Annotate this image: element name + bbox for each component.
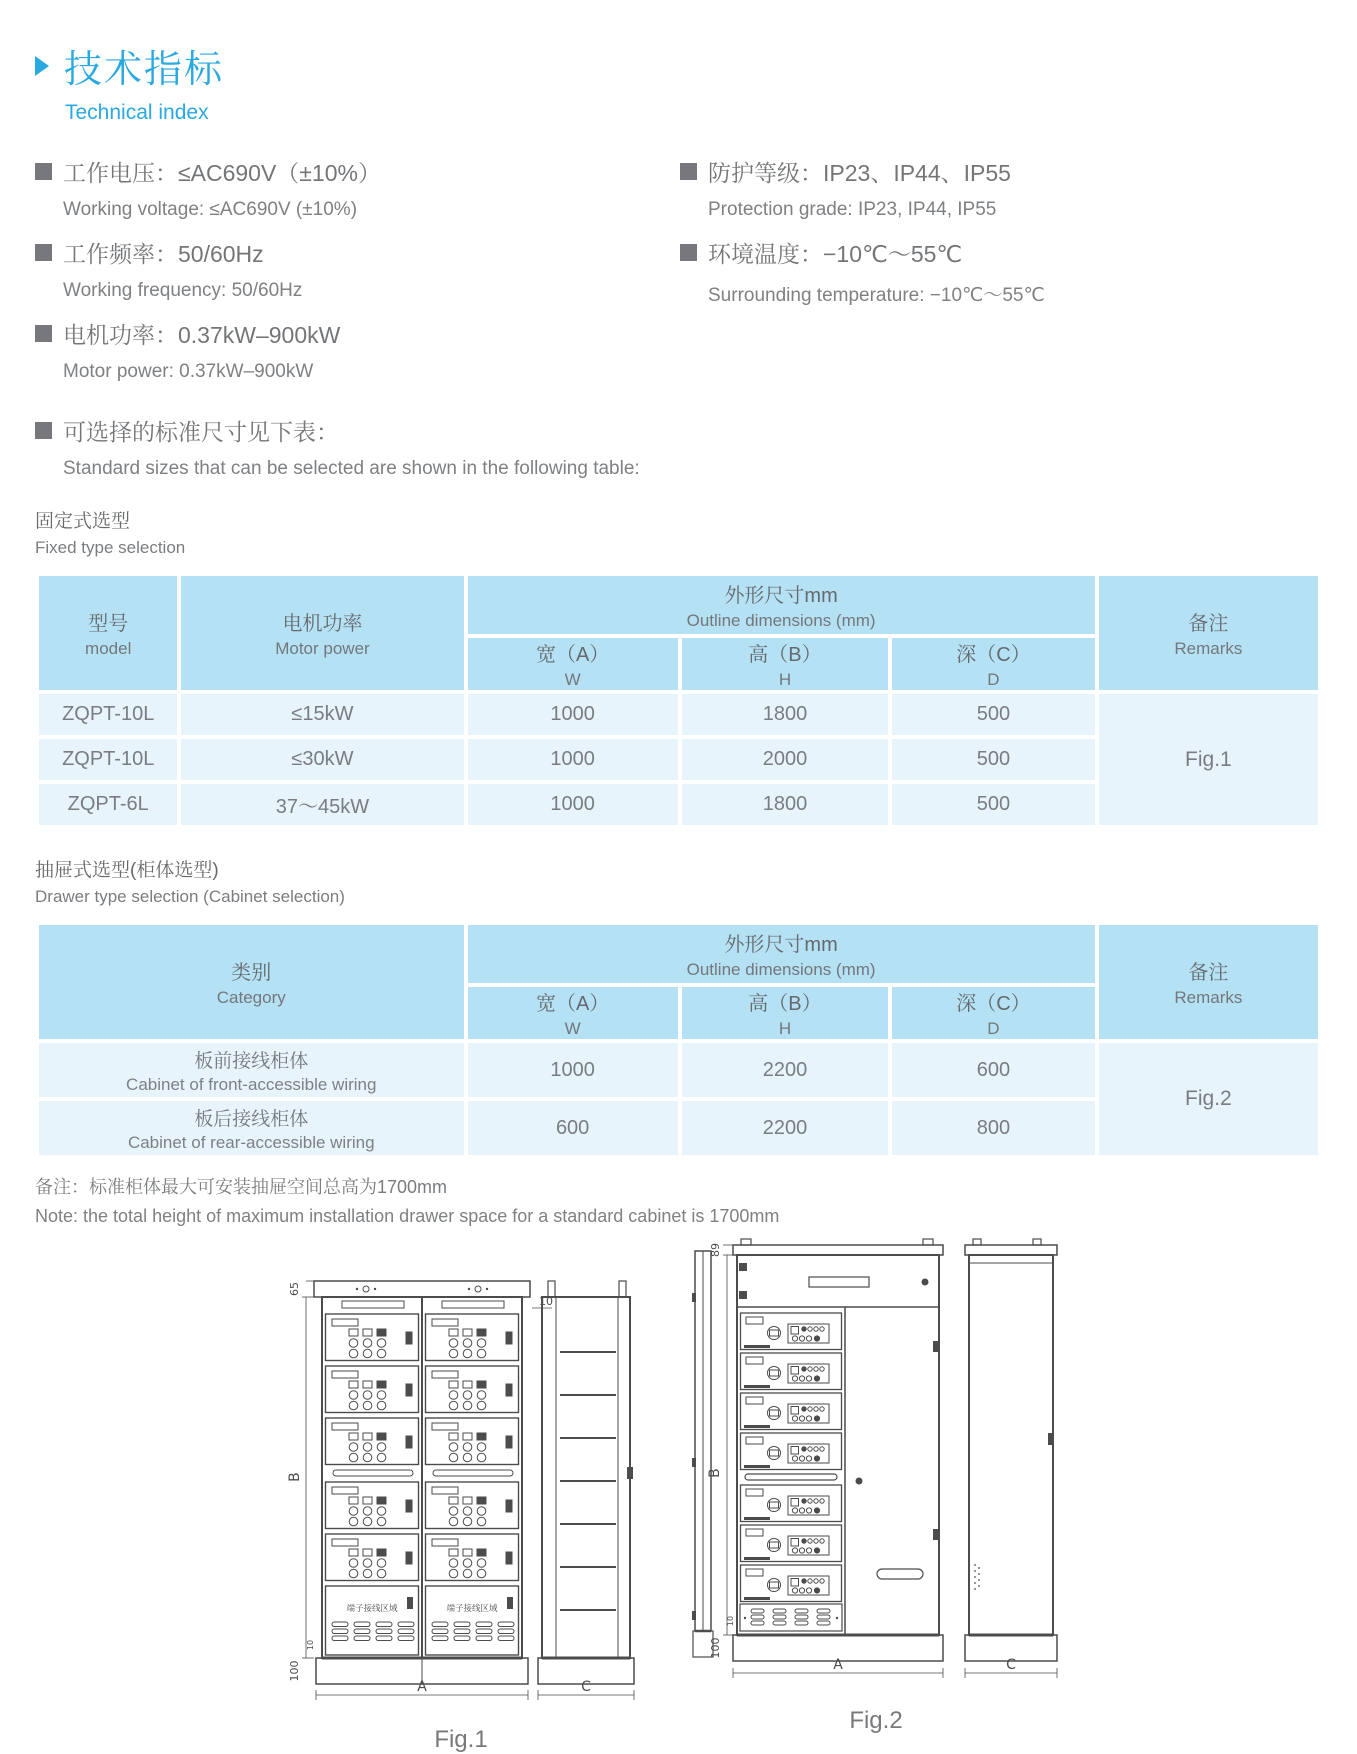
spec-cn-text: 环境温度：−10℃～55℃ — [708, 241, 963, 267]
page-title-en: Technical index — [65, 101, 209, 124]
cell-remark: Fig.2 — [1097, 1041, 1320, 1157]
cell-width: 1000 — [466, 737, 680, 782]
cell-power: ≤30kW — [179, 737, 465, 782]
fig1-dim-10-bottom: 10 — [306, 1639, 315, 1651]
bullet-square-icon — [35, 244, 52, 261]
cell-model: ZQPT-10L — [37, 692, 179, 737]
col-header-model-en: model — [85, 639, 132, 658]
bullet-square-icon — [680, 244, 697, 261]
col-header-remarks-en: Remarks — [1174, 639, 1243, 658]
spec-working-frequency — [35, 236, 680, 302]
spec-column-left — [35, 155, 680, 398]
fig2-drawing — [681, 1233, 1071, 1703]
fig2-dim-100: 100 — [709, 1637, 722, 1659]
cell-depth: 500 — [890, 692, 1097, 737]
bullet-square-icon — [35, 163, 52, 180]
fig1-dim-65: 65 — [288, 1282, 301, 1296]
spec-en-text: Standard sizes that can be selected are shown in the following table: — [63, 458, 640, 479]
section-header — [35, 38, 1322, 93]
cell-depth: 600 — [890, 1041, 1097, 1099]
drawer-type-table — [35, 921, 1322, 1159]
fig2-dim-10: 10 — [726, 1615, 735, 1627]
spec-cn-text: 工作电压：≤AC690V（±10%） — [63, 160, 381, 186]
cell-width: 1000 — [466, 782, 680, 827]
drawer-table-label-cn: 抽屉式选型(柜体选型) — [35, 860, 219, 881]
table-note — [35, 1173, 1322, 1227]
table-row — [37, 692, 1320, 737]
fig1-terminal-label: 端子接线区域 — [346, 1604, 398, 1614]
col-header-remarks: 备注 Remarks — [1097, 923, 1320, 1041]
col-header-height: 高（B） H — [680, 985, 890, 1041]
cell-depth: 500 — [890, 782, 1097, 827]
cell-width: 1000 — [466, 1041, 680, 1099]
spec-en-text: Working voltage: ≤AC690V (±10%) — [63, 199, 358, 220]
col-header-depth: 深（C） D — [890, 636, 1097, 692]
fig2-dim-A: A — [833, 1657, 843, 1673]
fig1-caption: Fig.1 — [434, 1726, 488, 1753]
spec-motor-power — [35, 317, 680, 383]
table-note-cn: 备注：标准柜体最大可安装抽屉空间总高为1700mm — [35, 1177, 448, 1197]
spec-en-text: Surrounding temperature: −10℃～55℃ — [708, 285, 1045, 306]
cell-width: 600 — [466, 1099, 680, 1157]
cell-remark: Fig.1 — [1097, 692, 1320, 827]
fixed-table-label-en: Fixed type selection — [35, 538, 186, 557]
fixed-type-table — [35, 572, 1322, 829]
spec-list — [35, 155, 1322, 398]
spec-cn-text: 电机功率：0.37kW–900kW — [63, 322, 341, 348]
fig1-dim-C: C — [581, 1679, 591, 1695]
spec-en-text: Motor power: 0.37kW–900kW — [63, 361, 314, 382]
col-header-remarks — [1097, 574, 1320, 692]
spec-protection-grade — [680, 155, 1322, 221]
col-header-power-cn: 电机功率 — [282, 613, 363, 635]
col-header-motor-power — [179, 574, 465, 692]
cell-height: 1800 — [680, 782, 890, 827]
spec-cn-text: 工作频率：50/60Hz — [63, 241, 264, 267]
spec-cn-text: 可选择的标准尺寸见下表： — [63, 419, 339, 445]
col-header-dims-cn: 外形尺寸mm — [724, 585, 838, 607]
col-header-width: 宽（A） W — [466, 636, 680, 692]
table-note-en: Note: the total height of maximum installation drawer space for a standard cabinet is 1700mm — [35, 1206, 780, 1226]
spec-working-voltage — [35, 155, 680, 221]
fig2-dim-B: B — [707, 1468, 723, 1478]
col-header-power-en: Motor power — [275, 639, 370, 658]
cell-height: 2000 — [680, 737, 890, 782]
fig1-dim-10-top: 10 — [539, 1295, 553, 1308]
cell-width: 1000 — [466, 692, 680, 737]
fig1-drawing — [286, 1267, 636, 1722]
cell-category: 板后接线柜体 Cabinet of rear-accessible wiring — [37, 1099, 466, 1157]
col-header-outline-dimensions: 外形尺寸mm Outline dimensions (mm) — [466, 923, 1097, 985]
cell-depth: 500 — [890, 737, 1097, 782]
cell-model: ZQPT-10L — [37, 737, 179, 782]
col-header-dims-en: Outline dimensions (mm) — [686, 611, 876, 630]
drawer-table-label-en: Drawer type selection (Cabinet selection) — [35, 887, 345, 906]
col-header-model — [37, 574, 179, 692]
table-row — [37, 1041, 1320, 1099]
fig2-dim-C: C — [1006, 1657, 1016, 1673]
fig2-dim-89: 89 — [709, 1243, 722, 1257]
spec-column-right — [680, 155, 1322, 398]
col-header-remarks-cn: 备注 — [1188, 613, 1229, 635]
spec-table-intro — [35, 414, 1322, 480]
cell-category: 板前接线柜体 Cabinet of front-accessible wiring — [37, 1041, 466, 1099]
cell-model: ZQPT-6L — [37, 782, 179, 827]
bullet-square-icon — [35, 422, 52, 439]
fig1-dim-100: 100 — [288, 1660, 301, 1682]
fig2-caption: Fig.2 — [849, 1707, 903, 1734]
figures-row — [35, 1233, 1322, 1754]
col-header-depth: 深（C） D — [890, 985, 1097, 1041]
cell-power: ≤15kW — [179, 692, 465, 737]
col-header-height: 高（B） H — [680, 636, 890, 692]
fixed-table-label — [35, 506, 1322, 558]
figure-2 — [681, 1233, 1071, 1754]
col-header-outline-dimensions — [466, 574, 1097, 636]
page-title-cn: 技术指标 — [64, 49, 225, 91]
cell-power: 37～45kW — [179, 782, 465, 827]
bullet-square-icon — [35, 325, 52, 342]
col-header-category-en: Category — [216, 988, 286, 1007]
col-header-width: 宽（A） W — [466, 985, 680, 1041]
fig1-dim-A: A — [417, 1679, 427, 1695]
spec-en-text: Working frequency: 50/60Hz — [63, 280, 303, 301]
spec-en-text: Protection grade: IP23, IP44, IP55 — [708, 199, 997, 220]
cell-depth: 800 — [890, 1099, 1097, 1157]
drawer-table-label — [35, 855, 1322, 907]
fig1-dim-B: B — [287, 1472, 303, 1482]
spec-ambient-temperature — [680, 236, 1322, 307]
spec-cn-text: 防护等级：IP23、IP44、IP55 — [708, 160, 1011, 186]
cell-height: 2200 — [680, 1041, 890, 1099]
section-arrow-icon — [35, 56, 49, 76]
bullet-square-icon — [680, 163, 697, 180]
cell-height: 2200 — [680, 1099, 890, 1157]
col-header-model-cn: 型号 — [88, 613, 129, 635]
fixed-table-label-cn: 固定式选型 — [35, 511, 131, 532]
col-header-category — [37, 923, 466, 1041]
fig1-terminal-label: 端子接线区域 — [446, 1604, 498, 1614]
col-header-category-cn: 类别 — [231, 962, 272, 984]
figure-1 — [286, 1267, 636, 1754]
cell-height: 1800 — [680, 692, 890, 737]
